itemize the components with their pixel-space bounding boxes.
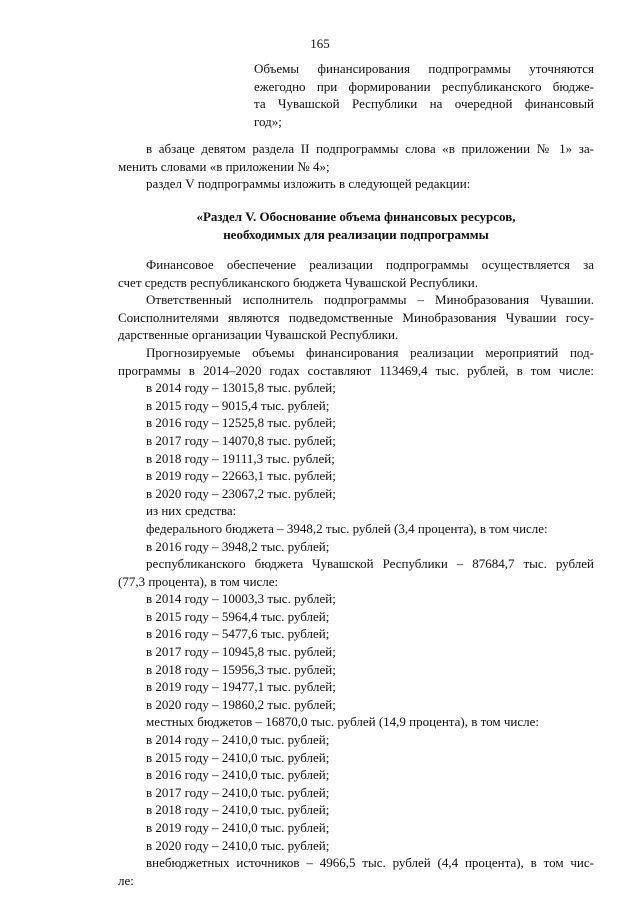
heading-line: необходимых для реализации подпрограммы [223, 226, 489, 242]
list-item: в 2015 году – 9015,4 тыс. рублей; [146, 397, 330, 413]
text-line: раздел V подпрограммы изложить в следующей редакции: [146, 176, 471, 192]
text-line: менить словами «в приложении № 4»; [118, 158, 330, 174]
text-line: федерального бюджета – 3948,2 тыс. рублей (3,4 процента), в том числе: [146, 520, 548, 536]
text-line: счет средств республиканского бюджета Чувашской Республики. [118, 274, 479, 290]
list-item: в 2017 году – 2410,0 тыс. рублей; [146, 784, 330, 800]
text-line: в абзаце девятом раздела II подпрограммы слова «в приложении № 1» за- [146, 141, 594, 156]
list-item: в 2014 году – 13015,8 тыс. рублей; [146, 380, 336, 396]
text-line: Прогнозируемые объемы финансирования реализации мероприятий под- [146, 344, 594, 360]
quote-line: Объемы финансирования подпрограммы уточняются [254, 61, 594, 76]
list-item: в 2015 году – 2410,0 тыс. рублей; [146, 749, 330, 765]
list-item: в 2014 году – 10003,3 тыс. рублей; [146, 591, 336, 607]
list-item: в 2016 году – 2410,0 тыс. рублей; [146, 767, 330, 783]
section-heading [118, 208, 594, 243]
list-item: в 2018 году – 19111,3 тыс. рублей; [146, 450, 335, 466]
quote-line: ежегодно при формировании республиканского бюдже- [254, 78, 594, 94]
list-item: в 2014 году – 2410,0 тыс. рублей; [146, 732, 330, 748]
heading-line: «Раздел V. Обоснование объема финансовых ресурсов, [196, 209, 516, 224]
quote-line: год»; [254, 113, 282, 129]
list-item: в 2019 году – 2410,0 тыс. рублей; [146, 820, 330, 835]
text-line: Финансовое обеспечение реализации подпрограммы осуществляется за [146, 257, 594, 272]
list-item: в 2016 году – 5477,6 тыс. рублей; [146, 626, 330, 642]
intro-text [118, 140, 594, 193]
text-line: из них средства: [146, 503, 237, 519]
text-line: программы в 2014–2020 годах составляют 113469,4 тыс. рублей, в том числе: [118, 362, 594, 378]
text-line: Ответственный исполнитель подпрограммы – Минобразования Чувашии. [146, 292, 594, 308]
list-item: в 2015 году – 5964,4 тыс. рублей; [146, 608, 330, 624]
list-item: в 2017 году – 10945,8 тыс. рублей; [146, 644, 336, 660]
text-line: ле: [118, 872, 134, 888]
text-line: местных бюджетов – 16870,0 тыс. рублей (14,9 процента), в том числе: [146, 714, 539, 730]
page-number: 165 [310, 36, 330, 51]
body-text [118, 256, 594, 889]
text-line: внебюджетных источников – 4966,5 тыс. рублей (4,4 процента), в том чис- [146, 855, 594, 871]
list-item: в 2020 году – 19860,2 тыс. рублей; [146, 696, 336, 712]
list-item: в 2019 году – 22663,1 тыс. рублей; [146, 468, 336, 484]
list-item: в 2016 году – 3948,2 тыс. рублей; [146, 538, 330, 554]
list-item: в 2019 году – 19477,1 тыс. рублей; [146, 679, 336, 695]
text-line: дарственные организации Чувашской Республики. [118, 327, 399, 343]
list-item: в 2016 году – 12525,8 тыс. рублей; [146, 415, 336, 431]
list-item: в 2017 году – 14070,8 тыс. рублей; [146, 432, 336, 448]
list-item: в 2018 году – 2410,0 тыс. рублей; [146, 802, 330, 818]
list-item: в 2018 году – 15956,3 тыс. рублей; [146, 661, 336, 677]
text-line: (77,3 процента), в том числе: [118, 573, 279, 589]
text-line: республиканского бюджета Чувашской Республики – 87684,7 тыс. рублей [146, 556, 594, 572]
quote-line: та Чувашской Республики на очередной финансовый [254, 96, 594, 111]
list-item: в 2020 году – 2410,0 тыс. рублей; [146, 837, 330, 853]
list-item: в 2020 году – 23067,2 тыс. рублей; [146, 485, 336, 501]
quoted-passage [254, 60, 594, 130]
text-line: Соисполнителями являются подведомственные Минобразования Чувашии госу- [118, 309, 594, 325]
